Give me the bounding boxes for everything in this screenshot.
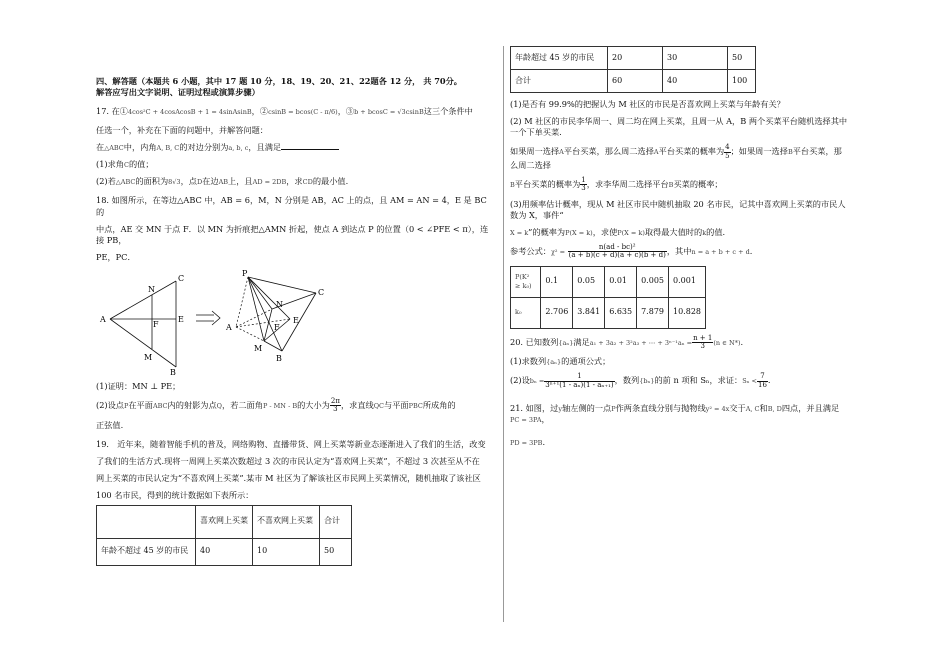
table-cell: 0.01 — [605, 266, 637, 297]
table-row — [511, 47, 756, 70]
prob-fraction-1: $\frac{4}{5}$ — [725, 143, 730, 160]
survey-table-top — [96, 505, 352, 566]
table-cell: 10.828 — [669, 297, 706, 328]
q17-sub2: (2)若△ABC的面积为8√3，点D在边AB上，且AD = 2DB，求CD的最小值. — [96, 176, 349, 187]
q19-line1: 19． 近年来，随着智能手机的普及，网络购物、直播带货、网上买菜等新业态逐渐进入了我们的生活，改变 — [96, 438, 486, 449]
arrow-icon — [196, 311, 220, 325]
label-N: N — [148, 284, 155, 294]
q18-line2: 中点，AE 交 MN 于点 F．以 MN 为折痕把△AMN 折起，使点 A 到达点 P 的位置（0 < ∠PFE < π），连接 PB， — [96, 223, 489, 245]
table-cell: 不喜欢网上买菜 — [253, 505, 320, 538]
label-F2: F — [274, 322, 280, 332]
table-cell: 喜欢网上买菜 — [196, 505, 253, 538]
table-cell: 50 — [320, 538, 352, 565]
table-cell: 100 — [728, 70, 756, 93]
left-column — [96, 76, 496, 566]
label-B: B — [170, 367, 176, 377]
q20-fraction: $\frac{n + 1}{3}$ — [693, 333, 713, 350]
table-cell: 6.635 — [605, 297, 637, 328]
table-cell: k₀ — [511, 297, 541, 328]
prob-fraction-2: $\frac{1}{3}$ — [581, 175, 586, 193]
right-column — [510, 46, 848, 448]
table-cell: 年龄不超过 45 岁的市民 — [97, 538, 196, 565]
q18-line3: PE，PC． — [96, 251, 136, 262]
label-A: A — [100, 314, 106, 324]
q17-cond1: 4cos²C + 4cosAcosB + 1 = 4sinAsinB — [128, 108, 252, 117]
q19-line4: 100 名市民，得到的统计数据如下表所示： — [96, 489, 254, 500]
q17-line3: 在△ABC中，内角A, B, C的对边分别为a, b, c，且满足 — [96, 142, 496, 153]
q19-sub2b: 如果周一选择A平台买菜，那么周二选择A平台买菜的概率为 $\frac{4}{5}$ ；如果周一选择B平台买菜，那么周二选择 — [510, 143, 842, 170]
table-header-row — [97, 505, 352, 538]
table-cell: 50 — [728, 47, 756, 70]
table-cell: 7.879 — [637, 297, 669, 328]
bound-fraction: $\frac{7}{16}$ — [758, 372, 767, 389]
label-A2: A — [226, 322, 232, 332]
q18-sub2-end: 正弦值. — [96, 419, 124, 430]
q18-sub2: (2)设点P在平面ABC内的射影为点Q，若二面角P - MN - B的大小为 $\frac{2\pi}{3}$ ，求直线QC与平面PBC所成角的 — [96, 396, 456, 414]
q17-line1: 17. 在①4cos²C + 4cosAcosB + 1 = 4sinAsinB，②csinB = bcos(C - π/6)，③b + bcosC = √3csinB这三个条件中 — [96, 106, 473, 117]
q19-sub1: (1)是否有 99.9%的把握认为 M 社区的市民是否喜欢网上买菜与年龄有关？ — [510, 99, 785, 109]
q19-line2: 了我们的生活方式.现将一周网上买菜次数超过 3 次的市民认定为“喜欢网上买菜”，不超过 3 次甚至从不在 — [96, 455, 480, 466]
q19-sub3a: (3)用频率估计概率，现从 M 社区市民中随机抽取 20 名市民，记其中喜欢网上买菜的市民人数为 X，事件“ — [510, 198, 846, 220]
table-cell: 10 — [253, 538, 320, 565]
bn-fraction: $\frac{1}{\text{3ⁿ⁺¹(1 - aₙ)(1 - aₙ₊₁)}}$ — [545, 372, 614, 389]
label-B2: B — [276, 353, 282, 363]
section-heading: 四、解答题（本题共 6 小题，其中 17 题 10 分，18、19、20、21、22题各 12 分， 共 70分。 — [96, 76, 462, 86]
label-M: M — [144, 352, 153, 362]
q19-sub2c: B平台买菜的概率为 $\frac{1}{3}$ ，求李华周二选择平台B买菜的概率； — [510, 175, 723, 193]
table-cell: 0.001 — [669, 266, 706, 297]
survey-table-bottom — [510, 46, 756, 93]
q19-sub2a: (2) M 社区的市民李华周一、周二均在网上买菜，且周一从 A，B 两个买菜平台随机选择其中一个下单买菜. — [510, 116, 848, 138]
table-cell: 0.1 — [541, 266, 573, 297]
answer-blank — [281, 149, 339, 150]
q17-cond2: csinB = bcos(C - π/6) — [268, 108, 338, 117]
q18-line1: 18. 如图所示，在等边△ABC 中，AB = 6，M，N 分别是 AB，AC 上的点，且 AM = AN = 4，E 是 BC 的 — [96, 195, 487, 217]
table-cell: 合计 — [320, 505, 352, 538]
table-cell: 0.05 — [573, 266, 605, 297]
chi-square-fraction: $\frac{\text{n(ad - bc)²}}{(a + b)(c + d)(a + c)(b + d)}$ — [568, 242, 666, 260]
q20-line1: 20. 已知数列{aₙ}满足a₁ + 3a₂ + 3²a₃ + ⋯ + 3ⁿ⁻¹aₙ = $\frac{n + 1}{3}$ (n ∈ N*). — [510, 333, 744, 350]
table-row — [97, 538, 352, 565]
table-cell: 3.841 — [573, 297, 605, 328]
label-N2: N — [276, 299, 283, 309]
table-cell: 40 — [196, 538, 253, 565]
table-cell: 年龄超过 45 岁的市民 — [511, 47, 608, 70]
angle-fraction: $\frac{2\pi}{3}$ — [330, 396, 340, 414]
critical-value-table — [510, 266, 706, 329]
label-F: F — [153, 319, 159, 329]
q20-sub1: (1)求数列{aₙ}的通项公式； — [510, 356, 611, 367]
table-cell: 20 — [608, 47, 663, 70]
label-P: P — [242, 268, 248, 278]
label-C: C — [178, 273, 185, 283]
table-cell: 30 — [663, 47, 728, 70]
table-row — [511, 266, 706, 297]
q18-sub1: (1)证明：MN ⊥ PE； — [96, 380, 181, 391]
table-cell: 合计 — [511, 70, 608, 93]
table-cell: 40 — [663, 70, 728, 93]
q21-line1: 21. 如图，过y轴左侧的一点P作两条直线分别与抛物线y² = 4x交于A, C和B, D四点，并且满足PC = 3PA， — [510, 402, 840, 424]
q21-line2: PD = 3PB. — [510, 437, 546, 448]
table-cell: 0.005 — [637, 266, 669, 297]
q17-sub1: (1)求角C的值； — [96, 159, 154, 170]
q18-figure — [96, 267, 496, 377]
table-cell: 2.706 — [541, 297, 573, 328]
table-row — [511, 70, 756, 93]
table-cell: P(K² ≥ k₀) — [511, 266, 541, 297]
table-row — [511, 297, 706, 328]
table-cell — [97, 505, 196, 538]
q19-sub3b: X = k”的概率为P(X = k)，求使P(X = k)取得最大值时的k的值. — [510, 226, 726, 237]
section-subheading: 解答应写出文字说明、证明过程或演算步骤） — [96, 87, 260, 98]
fold-diagram — [96, 267, 336, 377]
q17-line2: 任选一个，补充在下面的问题中，并解答问题： — [96, 125, 268, 136]
label-C2: C — [318, 287, 325, 297]
q20-sub2: (2)设bₙ = $\frac{1}{\text{3ⁿ⁺¹(1 - aₙ)(1 - aₙ₊₁)}}$ ，数列{bₙ}的前 n 项和 Sₙ，求证：Sₙ < $\frac{7}{16}$ . — [510, 372, 771, 389]
q17-cond3: b + bcosC = √3csinB — [354, 108, 424, 117]
column-divider — [503, 46, 504, 622]
label-M2: M — [254, 343, 263, 353]
table-cell: 60 — [608, 70, 663, 93]
label-E: E — [178, 314, 184, 324]
q19-ref: 参考公式：χ² = $\frac{\text{n(ad - bc)²}}{(a + b)(c + d)(a + c)(b + d)}$ ，其中n = a + b + c + d. — [510, 242, 753, 260]
label-E2: E — [293, 315, 299, 325]
q19-line3: 网上买菜的市民认定为“不喜欢网上买菜”.某市 M 社区为了解该社区市民网上买菜情况，随机抽取了该社区 — [96, 472, 481, 483]
